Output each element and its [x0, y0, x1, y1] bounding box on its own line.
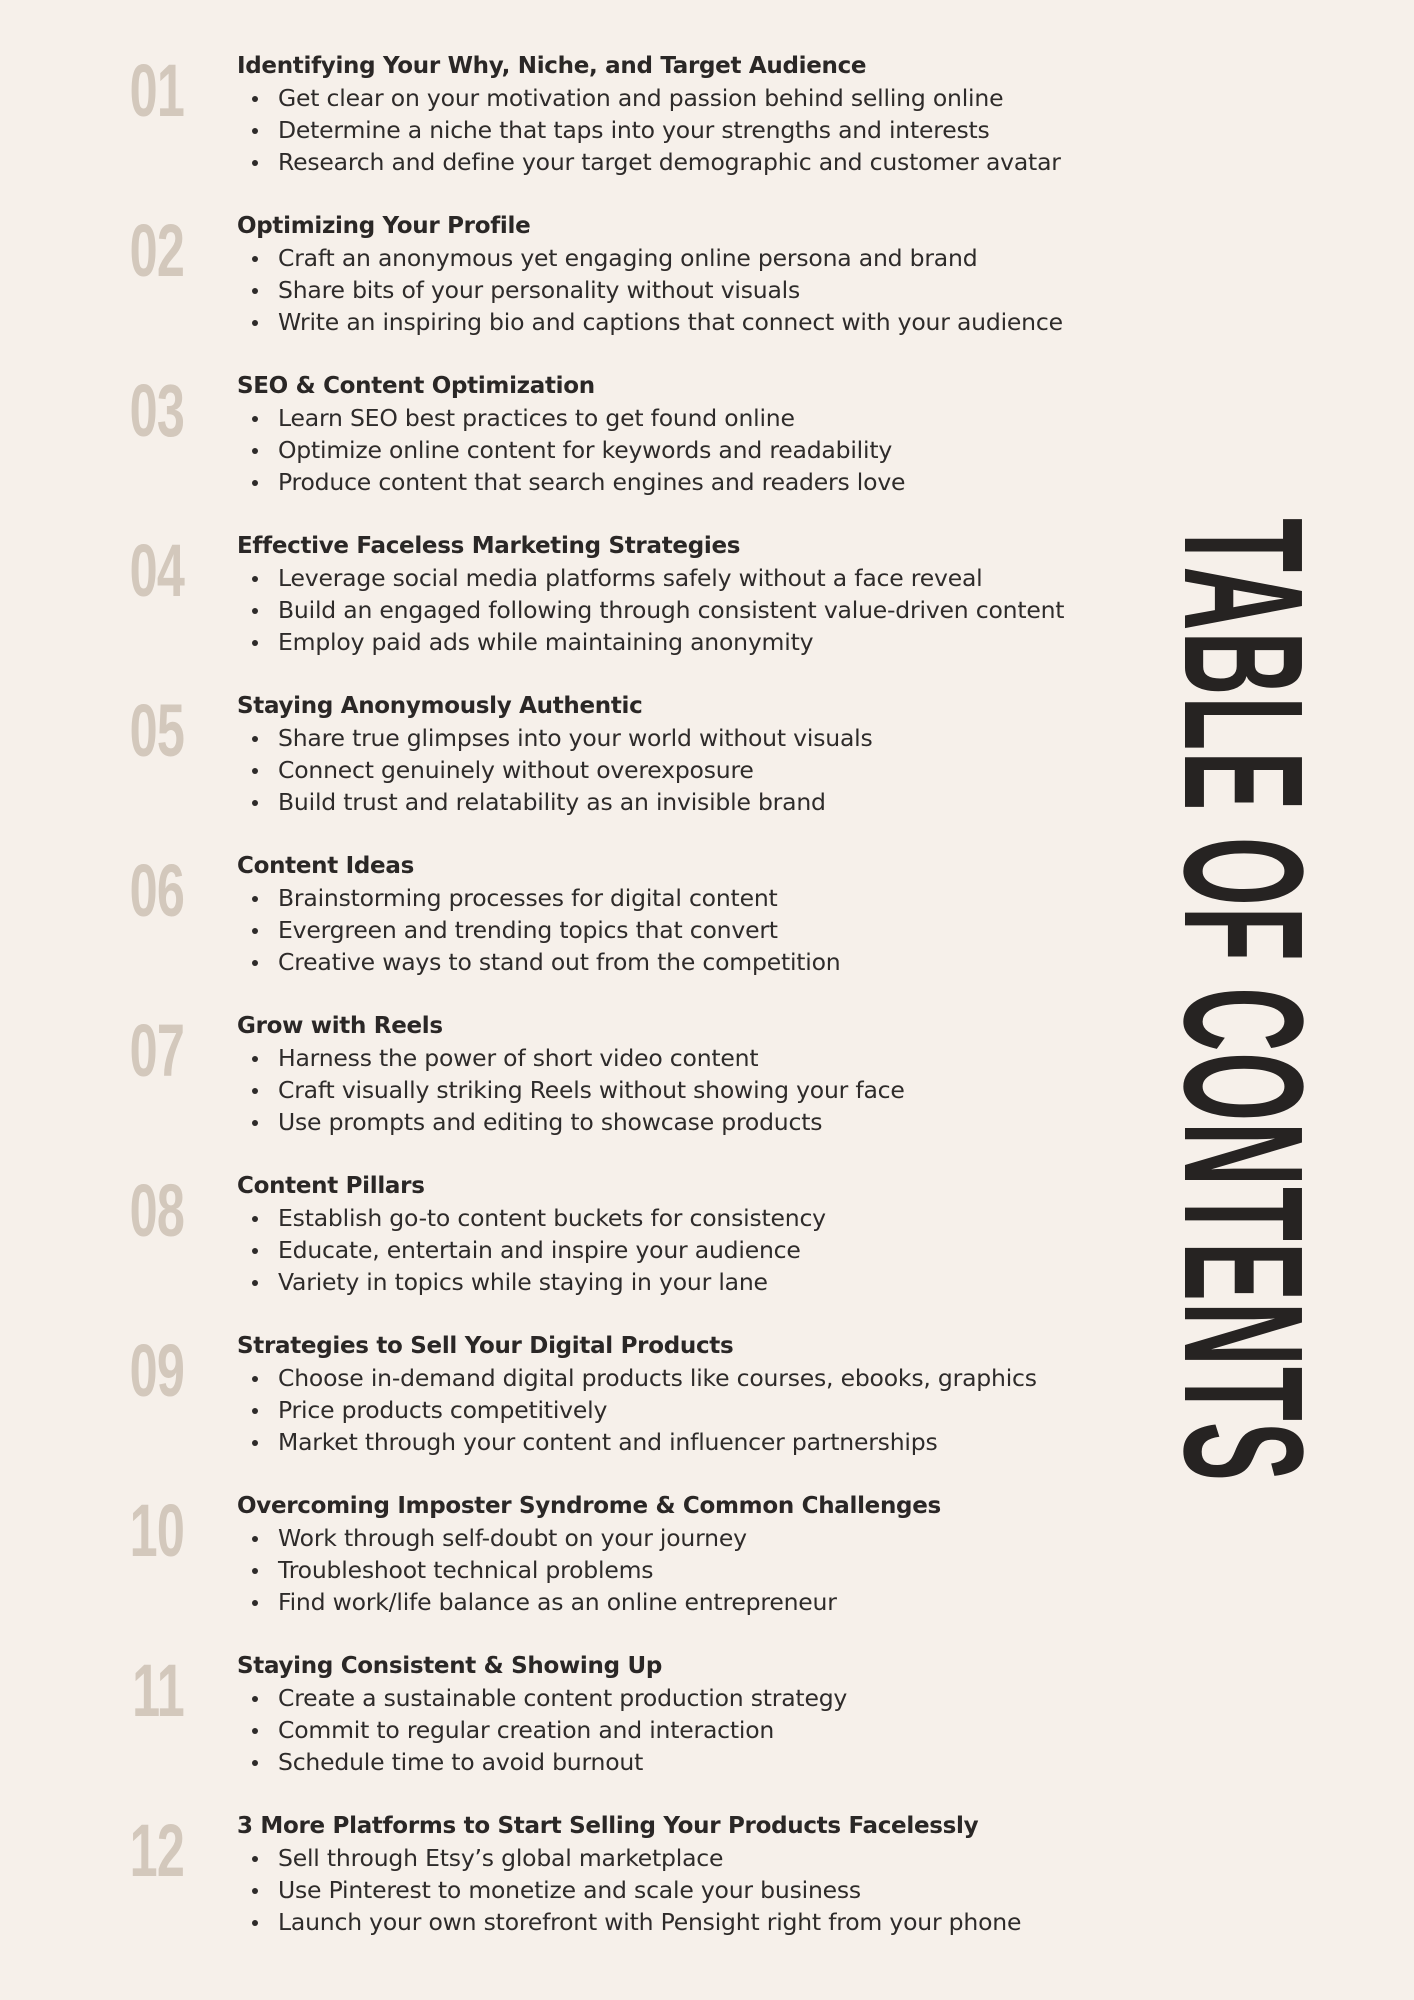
- toc-section: [0, 1810, 1150, 1960]
- list-item: Determine a niche that taps into your strengths and interests: [244, 114, 1061, 146]
- list-item: Establish go-to content buckets for consistency: [244, 1202, 826, 1234]
- section-number: 05: [129, 689, 185, 772]
- toc-section: [0, 1170, 1150, 1320]
- list-item: Price products competitively: [244, 1394, 1037, 1426]
- section-number: 12: [129, 1809, 185, 1892]
- list-item: Variety in topics while staying in your lane: [244, 1266, 826, 1298]
- section-item-list: [244, 882, 841, 978]
- section-number: 11: [132, 1649, 184, 1732]
- list-item: Share bits of your personality without visuals: [244, 274, 1063, 306]
- list-item: Leverage social media platforms safely without a face reveal: [244, 562, 1064, 594]
- section-title: Overcoming Imposter Syndrome & Common Challenges: [237, 1493, 941, 1519]
- list-item: Create a sustainable content production strategy: [244, 1682, 847, 1714]
- list-item: Educate, entertain and inspire your audience: [244, 1234, 826, 1266]
- list-item: Brainstorming processes for digital content: [244, 882, 841, 914]
- list-item: Use prompts and editing to showcase products: [244, 1106, 905, 1138]
- toc-section: [0, 370, 1150, 520]
- section-number: 04: [129, 529, 185, 612]
- section-title: 3 More Platforms to Start Selling Your Products Facelessly: [237, 1813, 979, 1839]
- list-item: Research and define your target demographic and customer avatar: [244, 146, 1061, 178]
- page-heading: [1148, 73, 1338, 1927]
- section-item-list: [244, 242, 1063, 338]
- list-item: Find work/life balance as an online entrepreneur: [244, 1586, 837, 1618]
- list-item: Sell through Etsy’s global marketplace: [244, 1842, 1021, 1874]
- section-item-list: [244, 1682, 847, 1778]
- section-number: 08: [129, 1169, 185, 1252]
- list-item: Harness the power of short video content: [244, 1042, 905, 1074]
- section-item-list: [244, 82, 1061, 178]
- section-title: Strategies to Sell Your Digital Products: [237, 1333, 734, 1359]
- section-number: 03: [129, 369, 185, 452]
- section-number: 02: [129, 209, 185, 292]
- list-item: Troubleshoot technical problems: [244, 1554, 837, 1586]
- section-title: Staying Consistent & Showing Up: [237, 1653, 663, 1679]
- toc-section: [0, 530, 1150, 680]
- section-title: SEO & Content Optimization: [237, 373, 595, 399]
- list-item: Build an engaged following through consistent value-driven content: [244, 594, 1064, 626]
- list-item: Market through your content and influencer partnerships: [244, 1426, 1037, 1458]
- list-item: Choose in-demand digital products like courses, ebooks, graphics: [244, 1362, 1037, 1394]
- section-title: Grow with Reels: [237, 1013, 443, 1039]
- list-item: Employ paid ads while maintaining anonymity: [244, 626, 1064, 658]
- section-item-list: [244, 722, 873, 818]
- toc-section: [0, 1010, 1150, 1160]
- toc-section: [0, 50, 1150, 200]
- list-item: Produce content that search engines and readers love: [244, 466, 905, 498]
- list-item: Optimize online content for keywords and readability: [244, 434, 905, 466]
- list-item: Commit to regular creation and interaction: [244, 1714, 847, 1746]
- list-item: Learn SEO best practices to get found online: [244, 402, 905, 434]
- section-item-list: [244, 402, 905, 498]
- list-item: Launch your own storefront with Pensight right from your phone: [244, 1906, 1021, 1938]
- section-title: Staying Anonymously Authentic: [237, 693, 643, 719]
- section-item-list: [244, 1842, 1021, 1938]
- section-number: 10: [129, 1489, 185, 1572]
- toc-section: [0, 1330, 1150, 1480]
- list-item: Evergreen and trending topics that convert: [244, 914, 841, 946]
- section-item-list: [244, 562, 1064, 658]
- section-item-list: [244, 1202, 826, 1298]
- page-heading-text: TABLE OF CONTENTS: [1148, 518, 1338, 1482]
- section-title: Identifying Your Why, Niche, and Target Audience: [237, 53, 867, 79]
- list-item: Get clear on your motivation and passion behind selling online: [244, 82, 1061, 114]
- section-item-list: [244, 1362, 1037, 1458]
- toc-section: [0, 690, 1150, 840]
- list-item: Work through self-doubt on your journey: [244, 1522, 837, 1554]
- section-number: 07: [129, 1009, 185, 1092]
- toc-section: [0, 1490, 1150, 1640]
- toc-section: [0, 850, 1150, 1000]
- list-item: Connect genuinely without overexposure: [244, 754, 873, 786]
- list-item: Share true glimpses into your world without visuals: [244, 722, 873, 754]
- list-item: Write an inspiring bio and captions that connect with your audience: [244, 306, 1063, 338]
- list-item: Use Pinterest to monetize and scale your business: [244, 1874, 1021, 1906]
- list-item: Build trust and relatability as an invisible brand: [244, 786, 873, 818]
- list-item: Craft an anonymous yet engaging online persona and brand: [244, 242, 1063, 274]
- toc-section: [0, 210, 1150, 360]
- section-title: Optimizing Your Profile: [237, 213, 531, 239]
- section-number: 09: [129, 1329, 185, 1412]
- section-number: 01: [129, 49, 185, 132]
- section-item-list: [244, 1042, 905, 1138]
- toc-section: [0, 1650, 1150, 1800]
- list-item: Schedule time to avoid burnout: [244, 1746, 847, 1778]
- list-item: Craft visually striking Reels without showing your face: [244, 1074, 905, 1106]
- list-item: Creative ways to stand out from the competition: [244, 946, 841, 978]
- section-number: 06: [129, 849, 185, 932]
- section-title: Effective Faceless Marketing Strategies: [237, 533, 741, 559]
- section-title: Content Pillars: [237, 1173, 425, 1199]
- section-title: Content Ideas: [237, 853, 414, 879]
- section-item-list: [244, 1522, 837, 1618]
